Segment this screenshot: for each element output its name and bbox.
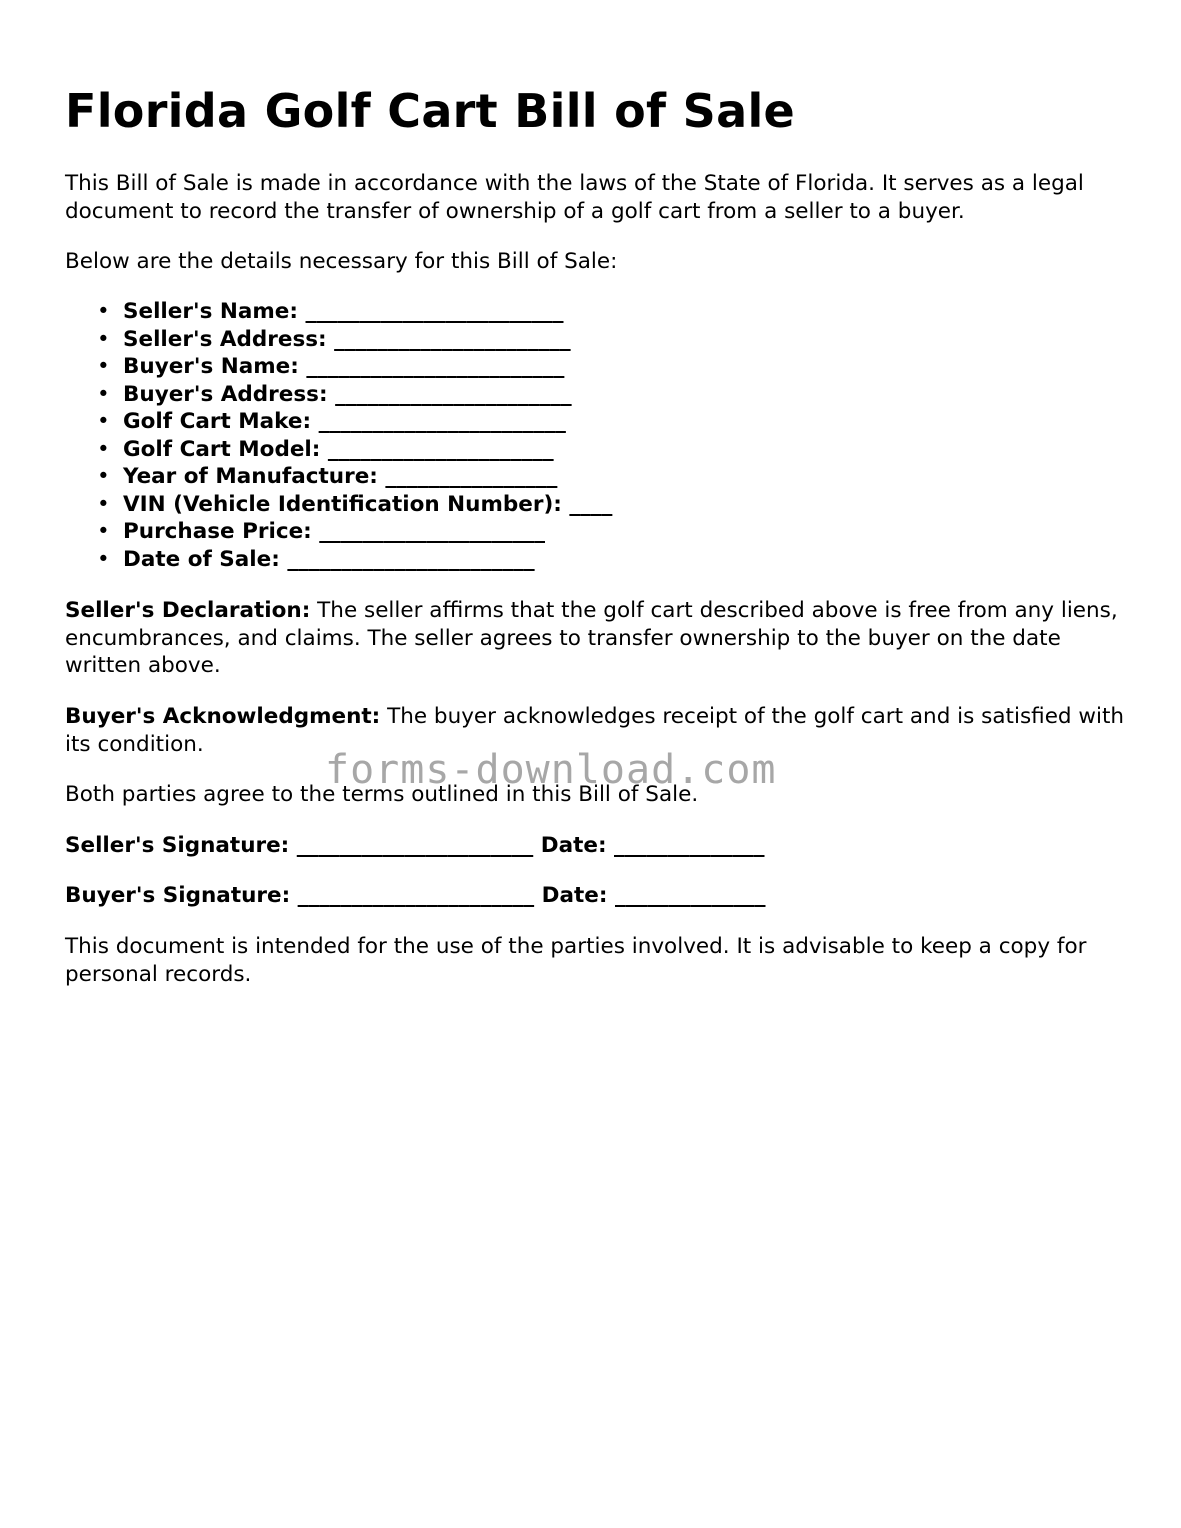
field-blank: _____________________: [327, 436, 554, 462]
seller-declaration: [65, 597, 1125, 680]
seller-declaration-label: Seller's Declaration:: [65, 598, 311, 623]
detail-fields-list: [65, 298, 612, 573]
field-blank: _______________________: [287, 546, 535, 572]
list-item: [65, 326, 612, 354]
field-label: Date of Sale:: [123, 546, 280, 572]
field-blank: ______________________: [335, 381, 572, 407]
bullet-icon: •: [97, 491, 110, 517]
bullet-icon: •: [97, 519, 110, 544]
seller-declaration-text: The seller affirms that the golf cart described above is free from any liens, encumbrances, and claims. The seller agrees to transfer ownership to the buyer on the date written above.: [65, 598, 1118, 678]
field-label: Seller's Name:: [123, 299, 298, 324]
field-blank: ______________________: [334, 326, 571, 352]
field-blank: _____________________: [319, 519, 545, 544]
seller-signature-line: Seller's Signature: ______________________ Date: ______________: [65, 833, 765, 858]
list-item: [65, 463, 612, 491]
field-label: Buyer's Address:: [123, 381, 328, 407]
list-item: [65, 436, 612, 464]
bullet-icon: •: [97, 326, 110, 352]
bullet-icon: •: [97, 436, 110, 462]
bullet-icon: •: [97, 464, 110, 489]
list-item: [65, 518, 612, 546]
bullet-icon: •: [97, 299, 110, 324]
document-title: Florida Golf Cart Bill of Sale: [65, 84, 796, 138]
field-blank: ________________________: [305, 299, 564, 324]
field-label: Year of Manufacture:: [123, 464, 378, 489]
list-item: [65, 353, 612, 381]
watermark: forms-download.com: [325, 747, 777, 793]
field-blank: ____: [569, 491, 613, 517]
field-blank: _______________________: [318, 409, 566, 434]
intro-paragraph: This Bill of Sale is made in accordance with the laws of the State of Florida. It serves as a legal document to record the transfer of ownership of a golf cart from a seller to a buyer.: [65, 171, 1084, 224]
buyer-acknowledgment-label: Buyer's Acknowledgment:: [65, 704, 381, 729]
buyer-signature-line: Buyer's Signature: ______________________ Date: ______________: [65, 883, 766, 908]
field-label: Buyer's Name:: [123, 354, 299, 379]
list-item: [65, 381, 612, 409]
agreement-statement: Both parties agree to the terms outlined in this Bill of Sale.: [65, 782, 699, 807]
field-label: Purchase Price:: [123, 519, 312, 544]
buyer-acknowledgment-text: The buyer acknowledges receipt of the golf cart and is satisfied with its condition.: [65, 704, 1125, 757]
bullet-icon: •: [97, 546, 110, 572]
bullet-icon: •: [97, 381, 110, 407]
list-item: [65, 298, 612, 326]
bullet-icon: •: [97, 409, 110, 434]
field-blank: ________________________: [306, 354, 565, 379]
closing-note: This document is intended for the use of the parties involved. It is advisable to keep a copy for personal records.: [65, 934, 1087, 987]
list-item: [65, 491, 612, 519]
field-blank: ________________: [385, 464, 558, 489]
field-label: Golf Cart Model:: [123, 436, 321, 462]
field-label: Seller's Address:: [123, 326, 327, 352]
field-label: VIN (Vehicle Identification Number):: [123, 491, 562, 517]
details-lead: Below are the details necessary for this Bill of Sale:: [65, 249, 618, 274]
bullet-icon: •: [97, 354, 110, 379]
list-item: [65, 408, 612, 436]
list-item: [65, 546, 612, 574]
field-label: Golf Cart Make:: [123, 409, 312, 434]
